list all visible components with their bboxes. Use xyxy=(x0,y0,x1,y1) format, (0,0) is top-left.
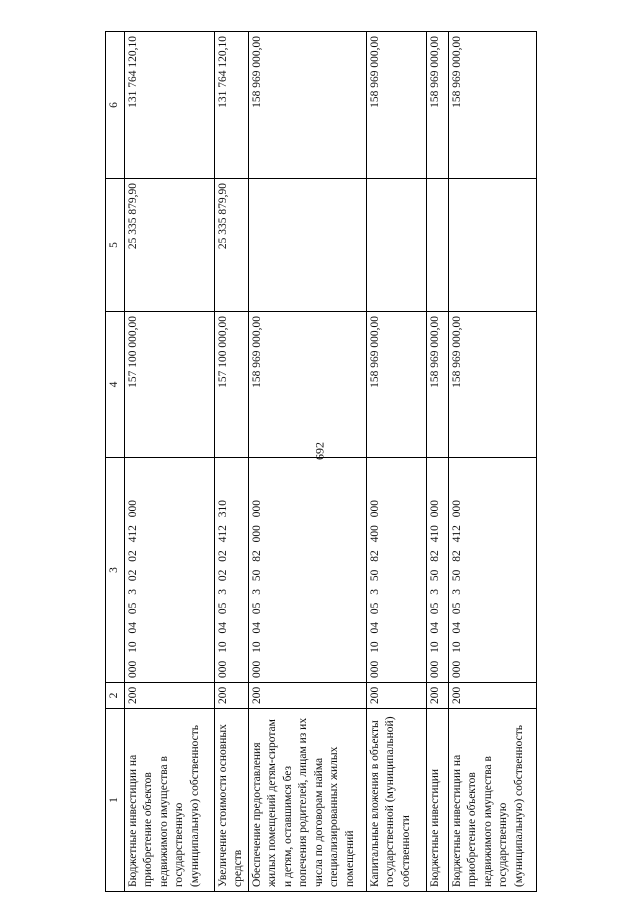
row-budget-code: 000 10 04 05 3 50 82 000 000 xyxy=(248,458,366,683)
row-value-col5: 25 335 879,90 xyxy=(214,179,248,312)
row-value-col6: 158 969 000,00 xyxy=(448,32,536,179)
row-admin-code: 200 xyxy=(448,683,536,709)
row-name: Бюджетные инвестиции на приобретение объектов недвижимого имущества в государственную (муниципальную) собственность xyxy=(124,709,214,892)
row-admin-code: 200 xyxy=(366,683,426,709)
row-value-col4: 158 969 000,00 xyxy=(366,312,426,458)
row-budget-code: 000 10 04 05 3 02 02 412 310 xyxy=(214,458,248,683)
column-header: 5 xyxy=(106,179,125,312)
row-value-col6: 158 969 000,00 xyxy=(366,32,426,179)
column-header: 1 xyxy=(106,709,125,892)
column-header: 2 xyxy=(106,683,125,709)
row-value-col6: 131 764 120,10 xyxy=(214,32,248,179)
table-row xyxy=(366,32,426,892)
row-name: Увеличение стоимости основных средств xyxy=(214,709,248,892)
row-value-col6: 158 969 000,00 xyxy=(248,32,366,179)
table-row xyxy=(124,32,214,892)
row-value-col6: 131 764 120,10 xyxy=(124,32,214,179)
page-number: 692 xyxy=(312,442,327,460)
row-value-col4: 158 969 000,00 xyxy=(448,312,536,458)
row-admin-code: 200 xyxy=(124,683,214,709)
table-row xyxy=(248,32,366,892)
row-budget-code: 000 10 04 05 3 50 82 400 000 xyxy=(366,458,426,683)
row-value-col6: 158 969 000,00 xyxy=(426,32,448,179)
table-row xyxy=(426,32,448,892)
row-admin-code: 200 xyxy=(214,683,248,709)
row-value-col4: 158 969 000,00 xyxy=(426,312,448,458)
table-row xyxy=(448,32,536,892)
rotated-page-content xyxy=(105,32,535,892)
table-row xyxy=(214,32,248,892)
row-value-col4: 157 100 000,00 xyxy=(124,312,214,458)
row-budget-code: 000 10 04 05 3 02 02 412 000 xyxy=(124,458,214,683)
row-value-col5: 25 335 879,90 xyxy=(124,179,214,312)
budget-table xyxy=(105,31,537,892)
row-value-col5 xyxy=(248,179,366,312)
row-name: Капитальные вложения в объекты государственной (муниципальной) собственности xyxy=(366,709,426,892)
row-name: Бюджетные инвестиции xyxy=(426,709,448,892)
column-header: 4 xyxy=(106,312,125,458)
row-value-col4: 158 969 000,00 xyxy=(248,312,366,458)
row-admin-code: 200 xyxy=(248,683,366,709)
column-header: 6 xyxy=(106,32,125,179)
row-name: Обеспечение предоставления жилых помещений детям-сиротам и детям, оставшимся без попечения родителей, лицам из их числа по договорам найма специализированных жилых помещений xyxy=(248,709,366,892)
column-header: 3 xyxy=(106,458,125,683)
row-value-col4: 157 100 000,00 xyxy=(214,312,248,458)
row-admin-code: 200 xyxy=(426,683,448,709)
row-budget-code: 000 10 04 05 3 50 82 412 000 xyxy=(448,458,536,683)
row-name: Бюджетные инвестиции на приобретение объектов недвижимого имущества в государственную (муниципальную) собственность xyxy=(448,709,536,892)
row-budget-code: 000 10 04 05 3 50 82 410 000 xyxy=(426,458,448,683)
row-value-col5 xyxy=(448,179,536,312)
header-row xyxy=(106,32,125,892)
row-value-col5 xyxy=(426,179,448,312)
row-value-col5 xyxy=(366,179,426,312)
